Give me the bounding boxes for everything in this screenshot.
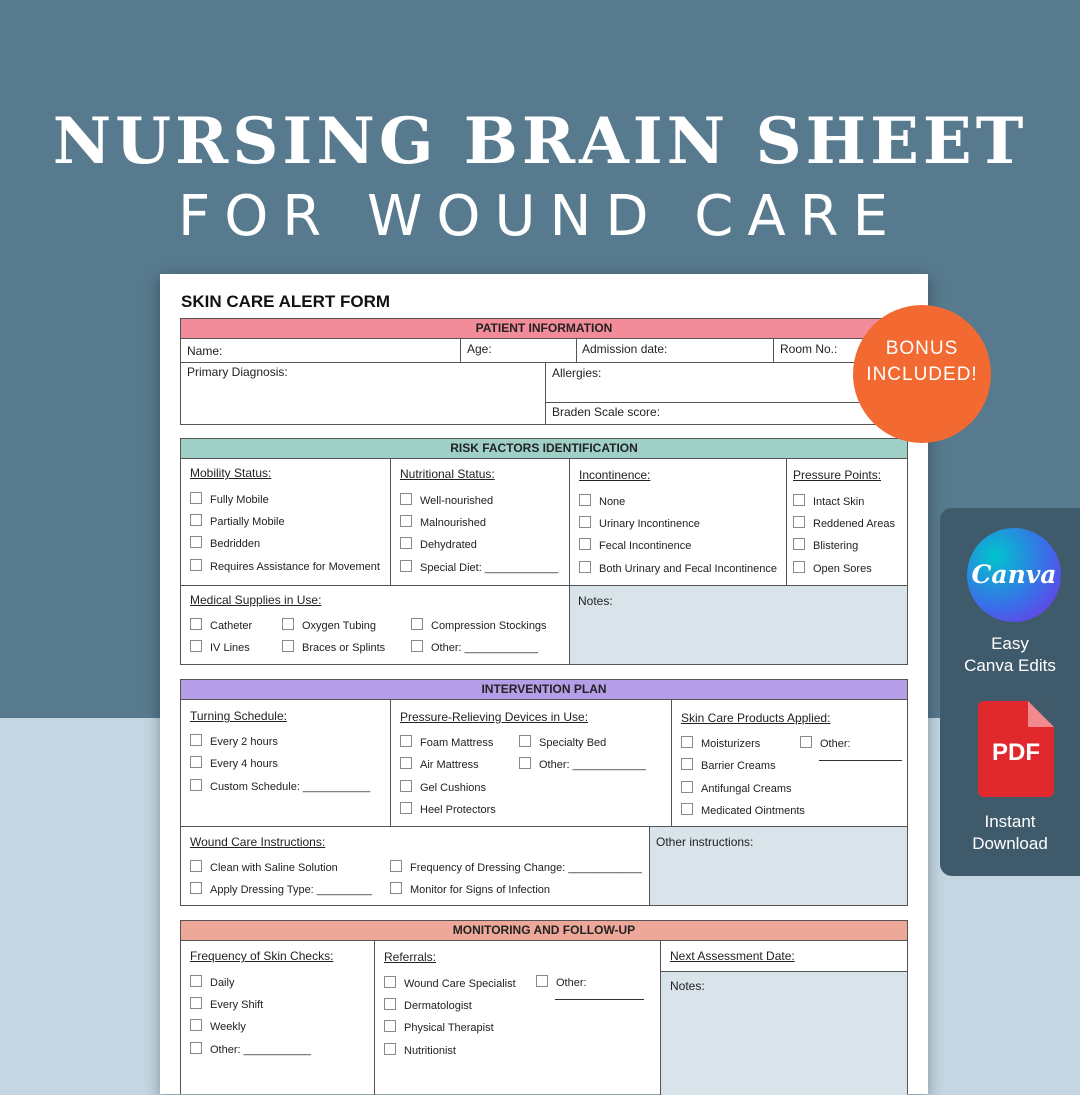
checkbox-braces-splints[interactable]: Braces or Splints <box>282 640 385 654</box>
checkbox-open-sores[interactable]: Open Sores <box>793 561 872 575</box>
checkbox-both-incontinence[interactable]: Both Urinary and Fecal Incontinence <box>579 561 777 575</box>
checkbox-wound-specialist[interactable]: Wound Care Specialist <box>384 976 516 990</box>
allergies-field[interactable]: Allergies: <box>552 366 602 380</box>
wound-care-label: Wound Care Instructions: <box>190 835 326 849</box>
checkbox-supplies-other[interactable]: Other: ____________ <box>411 640 538 654</box>
admission-date-field[interactable]: Admission date: <box>582 342 668 356</box>
braden-score-field[interactable]: Braden Scale score: <box>552 405 661 419</box>
checkbox-intact-skin[interactable]: Intact Skin <box>793 494 864 508</box>
checkbox-moisturizers[interactable]: Moisturizers <box>681 736 760 750</box>
side-panel <box>940 508 1080 876</box>
divider <box>181 362 907 363</box>
banner-subtitle: FOR WOUND CARE <box>178 184 902 249</box>
badge-line-2: INCLUDED! <box>866 364 978 385</box>
checkbox-referrals-other[interactable]: Other: <box>536 975 587 989</box>
checkbox-gel-cushions[interactable]: Gel Cushions <box>400 780 486 794</box>
intervention-section <box>180 679 908 906</box>
checkbox-catheter[interactable]: Catheter <box>190 618 252 632</box>
turning-label: Turning Schedule: <box>190 709 287 723</box>
checkbox-special-diet[interactable]: Special Diet: ____________ <box>400 560 558 574</box>
nutrition-label: Nutritional Status: <box>400 467 495 481</box>
checkbox-products-other[interactable]: Other: <box>800 736 851 750</box>
devices-label: Pressure-Relieving Devices in Use: <box>400 710 589 724</box>
referrals-other-line[interactable] <box>555 999 644 1000</box>
checkbox-barrier-creams[interactable]: Barrier Creams <box>681 758 776 772</box>
skin-checks-label: Frequency of Skin Checks: <box>190 949 334 963</box>
room-number-field[interactable]: Room No.: <box>780 342 838 356</box>
intervention-heading: INTERVENTION PLAN <box>181 680 907 700</box>
monitoring-notes-label: Notes: <box>670 979 705 993</box>
banner-title: NURSING BRAIN SHEET <box>52 104 1028 179</box>
checkbox-fully-mobile[interactable]: Fully Mobile <box>190 492 269 506</box>
checkbox-partially-mobile[interactable]: Partially Mobile <box>190 514 285 528</box>
other-instructions-label: Other instructions: <box>656 835 754 849</box>
pdf-caption-1: Instant <box>984 812 1036 831</box>
checkbox-every-shift[interactable]: Every Shift <box>190 997 263 1011</box>
checkbox-requires-assistance[interactable]: Requires Assistance for Movement <box>190 559 380 573</box>
pdf-label: PDF <box>992 739 1040 766</box>
checkbox-heel-protectors[interactable]: Heel Protectors <box>400 802 496 816</box>
checkbox-weekly[interactable]: Weekly <box>190 1019 246 1033</box>
checkbox-daily[interactable]: Daily <box>190 975 234 989</box>
checkbox-frequency-other[interactable]: Other: ___________ <box>190 1042 311 1056</box>
checkbox-malnourished[interactable]: Malnourished <box>400 515 486 529</box>
checkbox-medicated-ointments[interactable]: Medicated Ointments <box>681 803 805 817</box>
checkbox-physical-therapist[interactable]: Physical Therapist <box>384 1020 494 1034</box>
referrals-label: Referrals: <box>384 950 437 964</box>
age-field[interactable]: Age: <box>467 342 492 356</box>
checkbox-clean-saline[interactable]: Clean with Saline Solution <box>190 860 338 874</box>
checkbox-none[interactable]: None <box>579 494 625 508</box>
products-other-line[interactable] <box>819 760 902 761</box>
checkbox-dressing-type[interactable]: Apply Dressing Type: _________ <box>190 882 372 896</box>
next-assessment-label[interactable]: Next Assessment Date: <box>670 949 795 963</box>
pdf-caption-2: Download <box>972 834 1048 853</box>
checkbox-fecal-incontinence[interactable]: Fecal Incontinence <box>579 538 691 552</box>
checkbox-reddened-areas[interactable]: Reddened Areas <box>793 516 895 530</box>
mobility-label: Mobility Status: <box>190 466 272 480</box>
checkbox-custom-schedule[interactable]: Custom Schedule: ___________ <box>190 779 370 793</box>
checkbox-specialty-bed[interactable]: Specialty Bed <box>519 735 606 749</box>
checkbox-air-mattress[interactable]: Air Mattress <box>400 757 479 771</box>
patient-heading: PATIENT INFORMATION <box>181 319 907 339</box>
pressure-points-label: Pressure Points: <box>793 468 882 482</box>
incontinence-label: Incontinence: <box>579 468 651 482</box>
bonus-badge <box>853 305 991 443</box>
checkbox-dermatologist[interactable]: Dermatologist <box>384 998 472 1012</box>
checkbox-foam-mattress[interactable]: Foam Mattress <box>400 735 493 749</box>
risk-notes-label: Notes: <box>578 594 613 608</box>
canva-caption-2: Canva Edits <box>964 656 1056 675</box>
pdf-file-icon <box>978 701 1054 797</box>
checkbox-oxygen-tubing[interactable]: Oxygen Tubing <box>282 618 376 632</box>
checkbox-urinary-incontinence[interactable]: Urinary Incontinence <box>579 516 700 530</box>
monitoring-section <box>180 920 908 1094</box>
canva-caption-1: Easy <box>991 634 1029 653</box>
patient-section <box>180 318 908 425</box>
checkbox-iv-lines[interactable]: IV Lines <box>190 640 250 654</box>
checkbox-nutritionist[interactable]: Nutritionist <box>384 1043 456 1057</box>
risk-notes-area[interactable] <box>570 586 907 664</box>
form-title: SKIN CARE ALERT FORM <box>181 292 391 311</box>
risk-section <box>180 438 908 665</box>
checkbox-every-2-hours[interactable]: Every 2 hours <box>190 734 278 748</box>
checkbox-blistering[interactable]: Blistering <box>793 538 858 552</box>
checkbox-well-nourished[interactable]: Well-nourished <box>400 493 493 507</box>
diagnosis-field[interactable]: Primary Diagnosis: <box>187 365 288 379</box>
form-sheet <box>160 274 928 1094</box>
checkbox-bedridden[interactable]: Bedridden <box>190 536 260 550</box>
products-label: Skin Care Products Applied: <box>681 711 831 725</box>
checkbox-antifungal-creams[interactable]: Antifungal Creams <box>681 781 792 795</box>
checkbox-dressing-frequency[interactable]: Frequency of Dressing Change: ____________ <box>390 860 642 874</box>
canva-logo-icon: Canva <box>967 528 1061 622</box>
name-field[interactable]: Name: <box>187 344 223 358</box>
checkbox-every-4-hours[interactable]: Every 4 hours <box>190 756 278 770</box>
monitoring-heading: MONITORING AND FOLLOW-UP <box>181 921 907 941</box>
badge-line-1: BONUS <box>885 338 959 359</box>
checkbox-devices-other[interactable]: Other: ____________ <box>519 757 646 771</box>
checkbox-monitor-infection[interactable]: Monitor for Signs of Infection <box>390 882 550 896</box>
supplies-label: Medical Supplies in Use: <box>190 593 322 607</box>
risk-heading: RISK FACTORS IDENTIFICATION <box>181 439 907 459</box>
checkbox-compression-stockings[interactable]: Compression Stockings <box>411 618 547 632</box>
checkbox-dehydrated[interactable]: Dehydrated <box>400 537 477 551</box>
